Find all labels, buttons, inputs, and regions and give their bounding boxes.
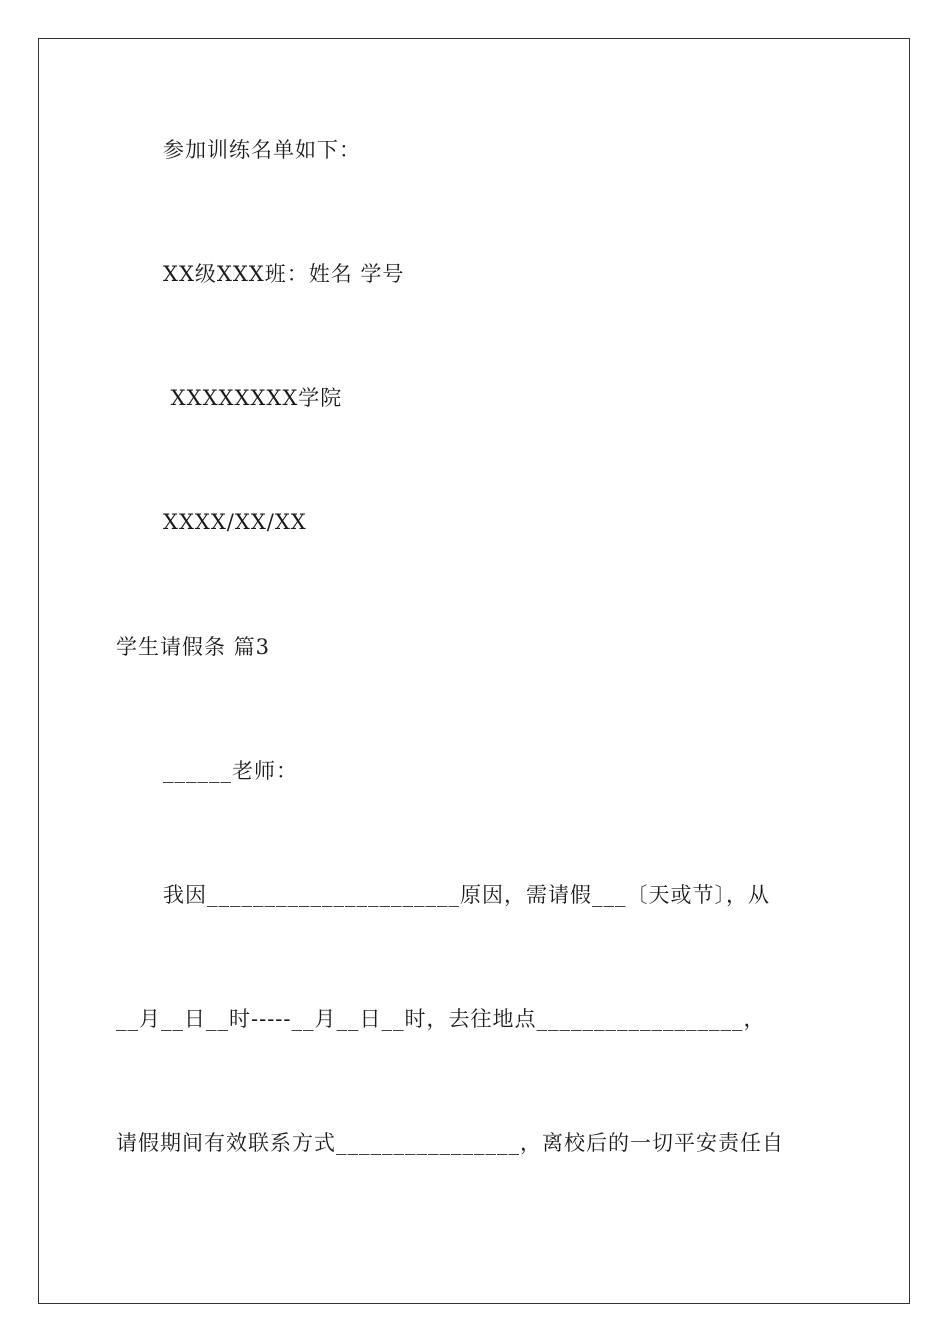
section-title: 学生请假条 篇3 [116, 635, 271, 659]
contact-line: 请假期间有效联系方式________________，离校后的一切平安责任自 [116, 1131, 784, 1155]
page-frame [38, 38, 910, 1304]
date-line: XXXX/XX/XX [163, 510, 307, 534]
training-list-intro: 参加训练名单如下： [163, 138, 361, 162]
leave-period-line: __月__日__时-----__月__日__时，去往地点__________________， [116, 1007, 766, 1031]
leave-reason-line: 我因______________________原因，需请假___〔天或节〕，从 [163, 883, 770, 907]
teacher-salutation: ______老师： [163, 759, 298, 783]
class-name-student-id: XX级XXX班：姓名 学号 [163, 262, 405, 286]
college-name: XXXXXXXX学院 [163, 386, 343, 410]
